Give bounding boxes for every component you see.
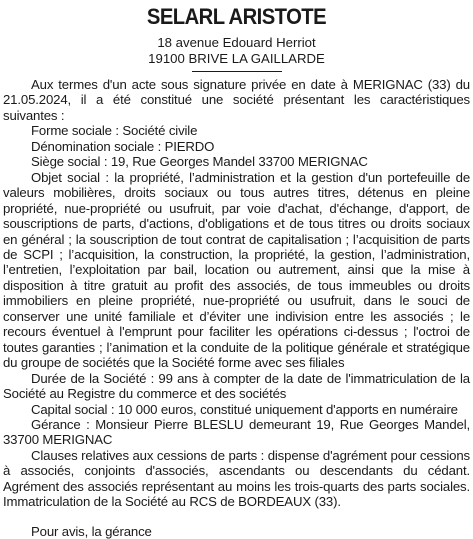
- separator-rule: [192, 71, 282, 72]
- intro-paragraph: Aux termes d'un acte sous signature privée en date à MERIGNAC (33) du 21.05.2024, il a été constitué une société présentant les caractéristiques suivantes :: [3, 77, 470, 123]
- share-transfer-paragraph: Clauses relatives aux cessions de parts : dispense d'agrément pour cessions à associés, conjoints d'associés, ascendants ou descendants du cédant. Agrément des associés représentant au moins les trois-quarts des parts sociales. Immatriculation de la Société au RCS de BORDEAUX (33).: [3, 447, 470, 510]
- notice-body: [0, 77, 473, 539]
- company-name-paragraph: Dénomination sociale : PIERDO: [31, 138, 215, 154]
- registered-office-paragraph: Siège social : 19, Rue Georges Mandel 33700 MERIGNAC: [31, 154, 368, 170]
- company-name-heading: SELARL ARISTOTE: [146, 4, 327, 29]
- management-paragraph: Gérance : Monsieur Pierre BLESLU demeurant 19, Rue Georges Mandel, 33700 MERIGNAC: [3, 416, 470, 448]
- address-city: 19100 BRIVE LA GAILLARDE: [148, 50, 325, 66]
- signoff-line: Pour avis, la gérance: [31, 523, 152, 539]
- company-address: [0, 35, 473, 66]
- address-street: 18 avenue Edouard Herriot: [157, 35, 316, 50]
- legal-form-paragraph: Forme sociale : Société civile: [31, 123, 198, 139]
- corporate-purpose-paragraph: Objet social : la propriété, l’administration et la gestion d'un portefeuille de valeurs mobilières, droits sociaux ou tous autres titres, détenus en pleine propriété, nue-propriété ou usufruit, par voie d'achat, d'échange, d'apport, de souscriptions de parts, d'actions, d'obligations et de tous titres ou droits sociaux en général ; la souscription de tout contrat de capitalisation ; l’acquisition de parts de SCPI ; l’acquisition, la construction, la propriété, la gestion, l’administration, l’entretien, l’exploitation par bail, location ou autrement, ainsi que la mise à disposition à titre gratuit au profit des associés, de tous immeubles ou droits immobiliers en pleine propriété, nue-propriété ou usufruit, dans le souci de conserver une unité familiale et d’éviter une indivision entre les associés ; le recours éventuel à l'emprunt pour faciliter les opérations ci-dessus ; l'octroi de toutes garanties ; l’animation et la conduite de la politique générale et stratégique du groupe de sociétés que la Société forme avec ses filiales: [3, 169, 470, 371]
- share-capital-paragraph: Capital social : 10 000 euros, constitué uniquement d'apports en numéraire: [31, 401, 458, 417]
- duration-paragraph: Durée de la Société : 99 ans à compter de la date de l'immatriculation de la Société au Registre du commerce et des sociétés: [3, 370, 470, 402]
